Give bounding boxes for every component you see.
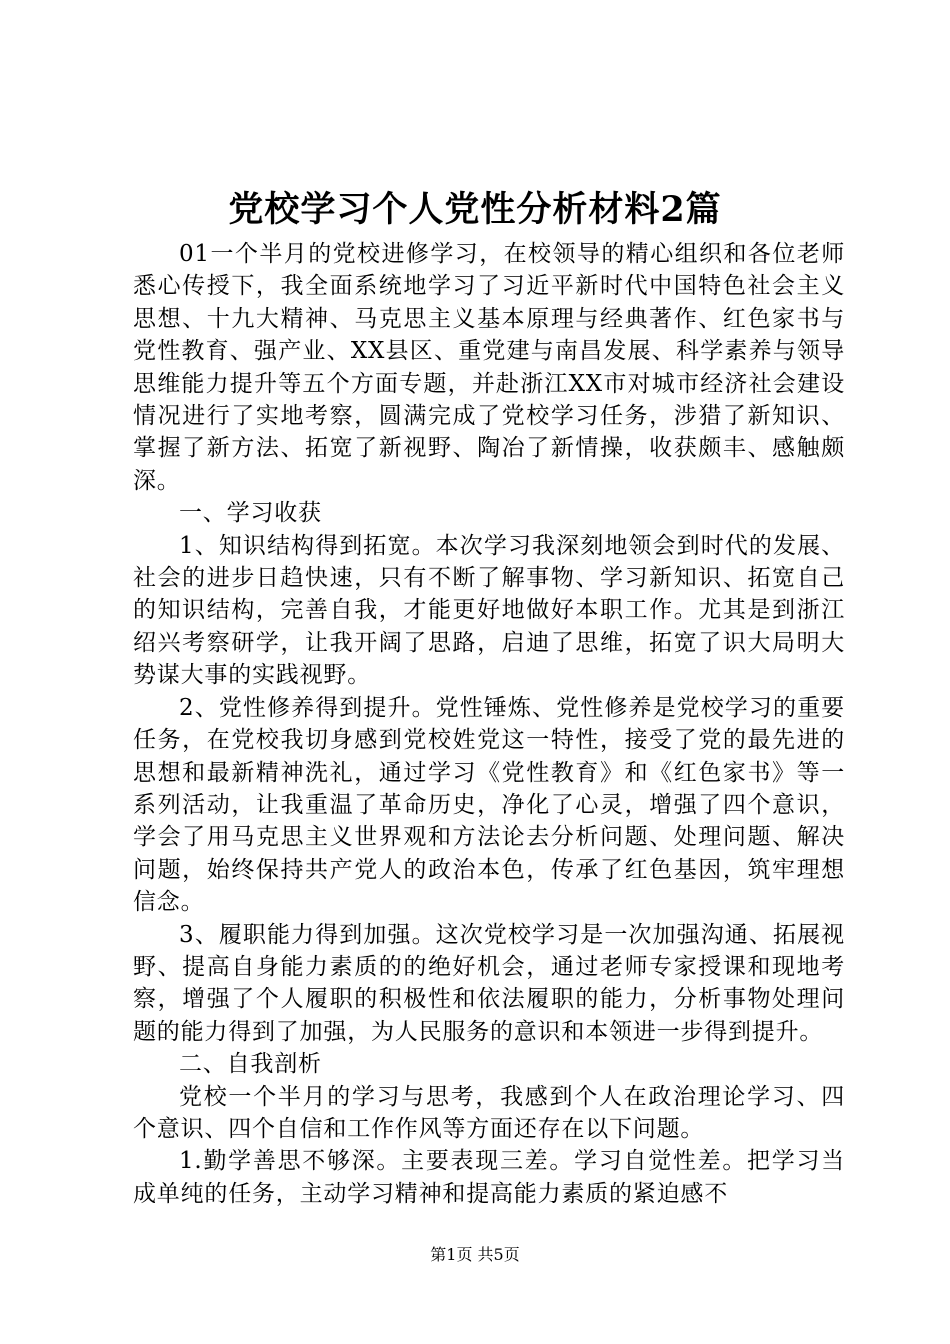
paragraph-duty-ability: 3、履职能力得到加强。这次党校学习是一次加强沟通、拓展视野、提高自身能力素质的的绝好机会，通过老师专家授课和现地考察，增强了个人履职的积极性和依法履职的能力，分析事物处理问题的能力得到了加强，为人民服务的意识和本领进一步得到提升。	[133, 921, 845, 1045]
section-heading-self-analysis: 二、自我剖析	[179, 1051, 322, 1078]
paragraph-self-analysis-intro: 党校一个半月的学习与思考，我感到个人在政治理论学习、四个意识、四个自信和工作作风等方面还存在以下问题。	[133, 1083, 845, 1142]
document-title: 党校学习个人党性分析材料2篇	[228, 189, 722, 230]
paragraph-party-spirit: 2、党性修养得到提升。党性锤炼、党性修养是党校学习的重要任务，在党校我切身感到党校姓党这一特性，接受了党的最先进的思想和最新精神洗礼，通过学习《党性教育》和《红色家书》等一系列活动，让我重温了革命历史，净化了心灵，增强了四个意识，学会了用马克思主义世界观和方法论去分析问题、处理问题、解决问题，始终保持共产党人的政治本色，传承了红色基因，筑牢理想信念。	[133, 694, 845, 916]
paragraph-study-issue: 1.勤学善思不够深。主要表现三差。学习自觉性差。把学习当成单纯的任务，主动学习精神和提高能力素质的紧迫感不	[133, 1148, 845, 1207]
document-body	[133, 238, 845, 1210]
page-footer: 第1页 共5页	[430, 1245, 520, 1264]
paragraph-knowledge-structure: 1、知识结构得到拓宽。本次学习我深刻地领会到时代的发展、社会的进步日趋快速，只有不断了解事物、学习新知识、拓宽自己的知识结构，完善自我，才能更好地做好本职工作。尤其是到浙江绍兴考察研学，让我开阔了思路，启迪了思维，拓宽了识大局明大势谋大事的实践视野。	[133, 532, 845, 689]
paragraph-intro: 01一个半月的党校进修学习，在校领导的精心组织和各位老师悉心传授下，我全面系统地学习了习近平新时代中国特色社会主义思想、十九大精神、马克思主义基本原理与经典著作、红色家书与党性教育、强产业、XX县区、重党建与南昌发展、科学素养与领导思维能力提升等五个方面专题，并赴浙江XX市对城市经济社会建设情况进行了实地考察，圆满完成了党校学习任务，涉猎了新知识、掌握了新方法、拓宽了新视野、陶冶了新情操，收获颇丰、感触颇深。	[133, 241, 845, 494]
section-heading-learning-gains: 一、学习收获	[179, 500, 322, 527]
